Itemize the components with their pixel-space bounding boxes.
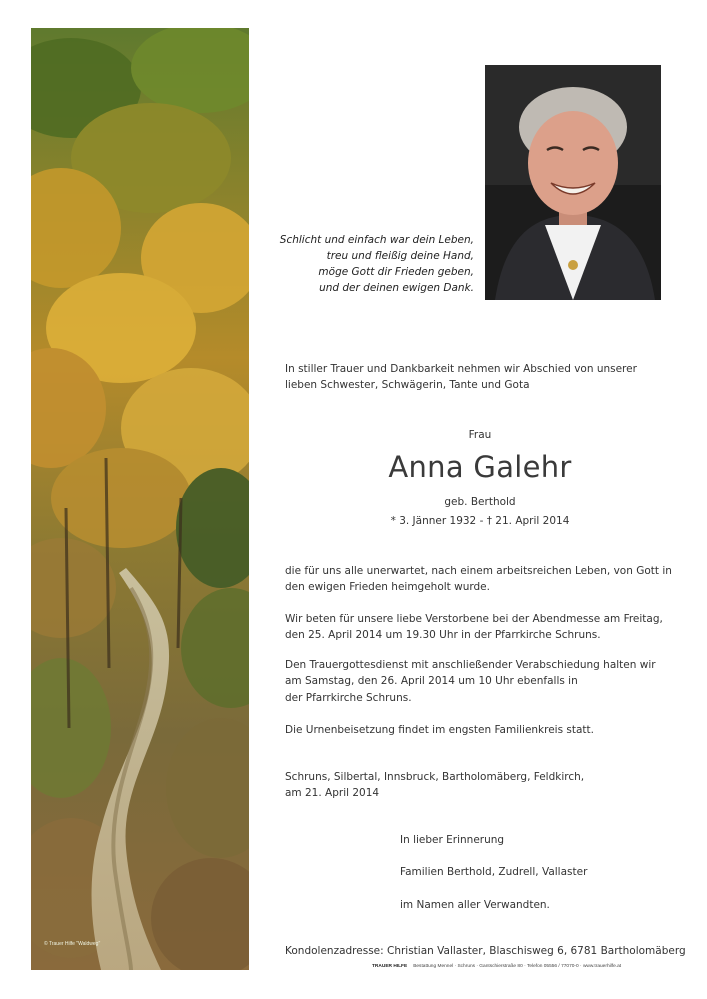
text-line: Wir beten für unsere liebe Verstorbene bei der Abendmesse am Freitag, [285,613,663,625]
footer-details: Bestattung Mennel · Schruns · Gantschierstraße 80 · Telefon 05556 / 77070-0 · www.trauerhilfe.at [413,964,622,969]
intro-line: In stiller Trauer und Dankbarkeit nehmen wir Abschied von unserer [285,363,637,375]
deceased-name: Anna Galehr [388,450,572,484]
verse-line: treu und fleißig deine Hand, [326,250,474,262]
paragraph-funeral-service [285,657,685,706]
condolence-text: Kondolenzadresse: Christian Vallaster, Blaschisweg 6, 6781 Bartholomäberg [285,945,686,957]
forest-path-image [31,28,249,970]
paragraph-passing [285,563,685,596]
verse [244,232,474,296]
image-credit: © Trauer Hilfe "Waldweg" [44,941,101,947]
condolence-address [285,943,685,959]
text-line: Die Urnenbeisetzung findet im engsten Familienkreis statt. [285,724,595,736]
salutation: Frau [468,429,492,441]
intro-text [285,361,685,394]
footer [372,964,621,969]
life-dates: * 3. Jänner 1932 - † 21. April 2014 [390,515,570,527]
signature-remembrance: In lieber Erinnerung [400,834,505,846]
places-and-date [285,769,685,802]
paragraph-urn-burial [285,722,685,738]
text-line: der Pfarrkirche Schruns. [285,691,412,704]
signature-relatives: im Namen aller Verwandten. [400,899,550,911]
portrait-photo [485,65,661,300]
text-line: am Samstag, den 26. April 2014 um 10 Uhr ebenfalls in [285,675,578,688]
signature-families: Familien Berthold, Zudrell, Vallaster [400,866,588,878]
verse-line: möge Gott dir Frieden geben, [318,266,474,278]
verse-line: und der deinen ewigen Dank. [319,282,474,294]
text-line: Den Trauergottesdienst mit anschließender Verabschiedung halten wir [285,659,656,671]
text-line: die für uns alle unerwartet, nach einem arbeitsreichen Leben, von Gott in [285,565,672,577]
paragraph-evening-mass [285,611,685,644]
maiden-name: geb. Berthold [444,496,516,508]
intro-line: lieben Schwester, Schwägerin, Tante und Gota [285,379,530,392]
verse-line: Schlicht und einfach war dein Leben, [279,234,474,246]
text-line: Schruns, Silbertal, Innsbruck, Bartholomäberg, Feldkirch, [285,771,585,783]
text-line: am 21. April 2014 [285,787,380,800]
text-line: den 25. April 2014 um 19.30 Uhr in der Pfarrkirche Schruns. [285,629,601,642]
footer-brand: TRAUER HILFE [372,964,408,969]
text-line: den ewigen Frieden heimgeholt wurde. [285,581,490,594]
